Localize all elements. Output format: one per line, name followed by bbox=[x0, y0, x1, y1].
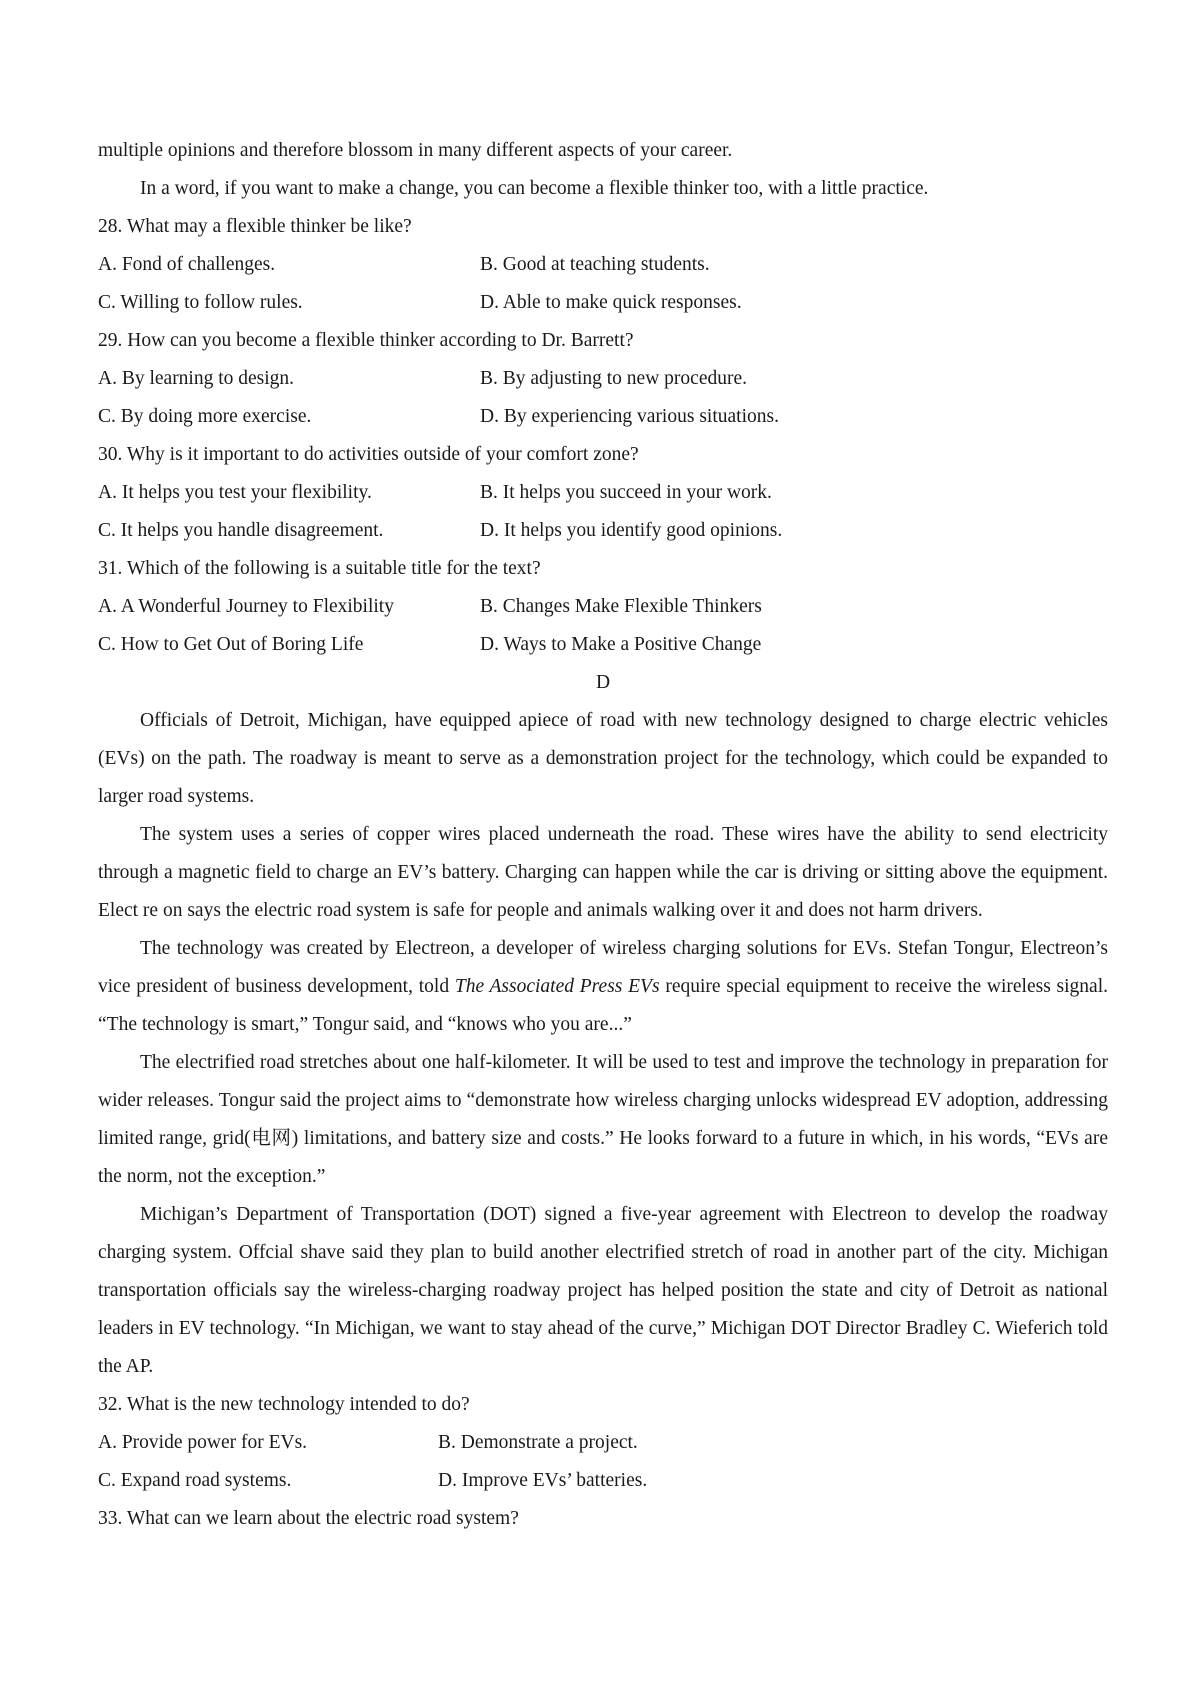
question-29-options-row-1 bbox=[98, 360, 1108, 398]
question-31-option-a: A. A Wonderful Journey to Flexibility bbox=[98, 596, 394, 617]
question-32-option-c: C. Expand road systems. bbox=[98, 1470, 292, 1491]
section-d-heading: D bbox=[595, 672, 611, 693]
passage-c-final-paragraph: In a word, if you want to make a change, you can become a flexible thinker too, with a little practice. bbox=[140, 178, 929, 199]
question-31-option-b: B. Changes Make Flexible Thinkers bbox=[480, 596, 762, 617]
passage-d-p3-text-after: require special equipment to receive the wireless signal. “The technology is smart,” Tongur said, and “knows who you are...” bbox=[98, 976, 1109, 1035]
question-29-option-a: A. By learning to design. bbox=[98, 368, 295, 389]
question-29-option-b: B. By adjusting to new procedure. bbox=[480, 368, 747, 389]
question-32-options-row-1 bbox=[98, 1424, 1108, 1462]
passage-d-p3-text-before: The technology was created by Electreon, a developer of wireless charging solutions for EVs. Stefan Tongur, Electreon’s vice president of business development, told bbox=[98, 938, 1108, 997]
question-28-stem: 28. What may a flexible thinker be like? bbox=[98, 216, 412, 237]
question-30-option-c: C. It helps you handle disagreement. bbox=[98, 520, 384, 541]
question-32-option-b: B. Demonstrate a project. bbox=[438, 1432, 638, 1453]
passage-d-paragraph-4: The electrified road stretches about one half-kilometer. It will be used to test and improve the technology in preparation for wider releases. Tongur said the project aims to “demonstrate how wireless charging unlocks widespread EV adoption, addressing limited range, grid(电网) limitations, and battery size and costs.” He looks forward to a future in which, in his words, “EVs are the norm, not the exception.” bbox=[98, 1052, 1108, 1187]
question-28-option-b: B. Good at teaching students. bbox=[480, 254, 710, 275]
question-29-option-d: D. By experiencing various situations. bbox=[480, 406, 779, 427]
question-30-options-row-1 bbox=[98, 474, 1108, 512]
passage-d-paragraph-1: Officials of Detroit, Michigan, have equipped apiece of road with new technology designed to charge electric vehicles (EVs) on the path. The roadway is meant to serve as a demonstration project for the technology, which could be expanded to larger road systems. bbox=[98, 710, 1108, 807]
question-28-options-row-1 bbox=[98, 246, 1108, 284]
question-30-options-row-2 bbox=[98, 512, 1108, 550]
question-28-option-d: D. Able to make quick responses. bbox=[480, 292, 742, 313]
question-31-stem: 31. Which of the following is a suitable title for the text? bbox=[98, 558, 541, 579]
question-29-options-row-2 bbox=[98, 398, 1108, 436]
question-31-options-row-1 bbox=[98, 588, 1108, 626]
question-33-stem: 33. What can we learn about the electric road system? bbox=[98, 1508, 519, 1529]
passage-d-paragraph-5: Michigan’s Department of Transportation (DOT) signed a five-year agreement with Electreon to develop the roadway charging system. Offcial shave said they plan to build another electrified stretch of road in another part of the city. Michigan transportation officials say the wireless-charging roadway project has helped position the state and city of Detroit as national leaders in EV technology. “In Michigan, we want to stay ahead of the curve,” Michigan DOT Director Bradley C. Wieferich told the AP. bbox=[98, 1204, 1108, 1377]
question-28-option-c: C. Willing to follow rules. bbox=[98, 292, 303, 313]
question-31-option-c: C. How to Get Out of Boring Life bbox=[98, 634, 364, 655]
question-32-option-d: D. Improve EVs’ batteries. bbox=[438, 1470, 648, 1491]
question-28-option-a: A. Fond of challenges. bbox=[98, 254, 276, 275]
question-31-option-d: D. Ways to Make a Positive Change bbox=[480, 634, 762, 655]
question-28-options-row-2 bbox=[98, 284, 1108, 322]
page-content bbox=[98, 132, 1108, 1538]
question-31-options-row-2 bbox=[98, 626, 1108, 664]
passage-c-ending-line: multiple opinions and therefore blossom in many different aspects of your career. bbox=[98, 140, 733, 161]
question-30-option-d: D. It helps you identify good opinions. bbox=[480, 520, 783, 541]
question-32-options-row-2 bbox=[98, 1462, 1108, 1500]
question-29-option-c: C. By doing more exercise. bbox=[98, 406, 312, 427]
publication-name: The Associated Press EVs bbox=[454, 976, 660, 997]
passage-d-paragraph-3 bbox=[98, 930, 1108, 1044]
question-30-option-a: A. It helps you test your flexibility. bbox=[98, 482, 372, 503]
question-32-option-a: A. Provide power for EVs. bbox=[98, 1432, 308, 1453]
question-30-option-b: B. It helps you succeed in your work. bbox=[480, 482, 772, 503]
passage-d-paragraph-2: The system uses a series of copper wires placed underneath the road. These wires have the ability to send electricity through a magnetic field to charge an EV’s battery. Charging can happen while the car is driving or sitting above the equipment. Elect re on says the electric road system is safe for people and animals walking over it and does not harm drivers. bbox=[98, 824, 1108, 921]
question-30-stem: 30. Why is it important to do activities outside of your comfort zone? bbox=[98, 444, 639, 465]
question-29-stem: 29. How can you become a flexible thinker according to Dr. Barrett? bbox=[98, 330, 634, 351]
question-32-stem: 32. What is the new technology intended to do? bbox=[98, 1394, 470, 1415]
